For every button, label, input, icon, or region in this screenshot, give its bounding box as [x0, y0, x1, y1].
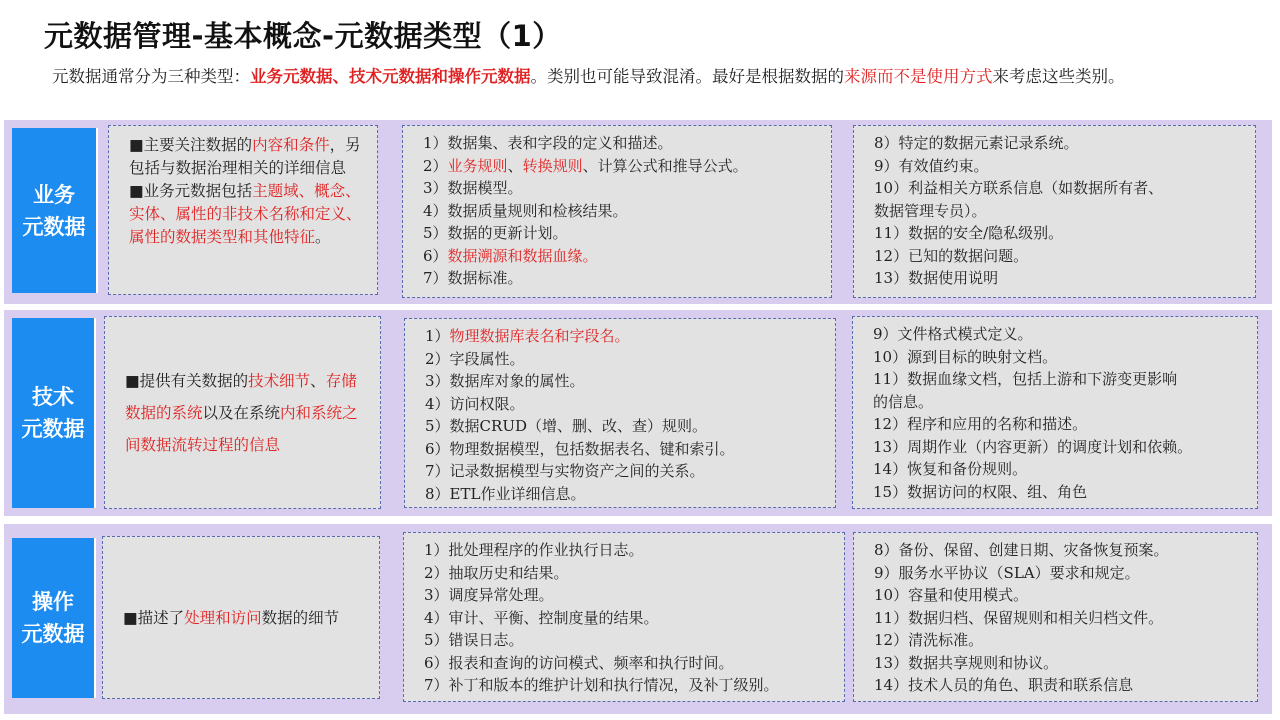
list-item: 7）补丁和版本的维护计划和执行情况，及补丁级别。	[424, 676, 779, 694]
intro-text: 来考虑这些类别。	[992, 67, 1125, 86]
business-metadata-label: 业务 元数据	[12, 128, 98, 293]
list-item: 13）周期作业（内容更新）的调度计划和依赖。	[873, 437, 1193, 456]
list-item: 2）抽取历史和结果。	[424, 563, 569, 582]
intro-text: 元数据通常分为三种类型：	[52, 67, 250, 86]
list-item: 3）数据库对象的属性。	[425, 372, 585, 390]
operational-metadata-list-2	[853, 532, 1258, 702]
list-item: 5）数据的更新计划。	[423, 224, 568, 242]
list-item: 6）物理数据模型，包括数据表名、键和索引。	[425, 439, 735, 458]
list-item: 14）恢复和备份规则。	[873, 460, 1028, 478]
technical-metadata-description: ■提供有关数据的技术细节、存储数据的系统以及在系统内和系统之间数据流转过程的信息	[104, 316, 381, 509]
operational-metadata-list-1	[403, 532, 845, 702]
list-item: 2）业务规则、转换规则、计算公式和推导公式。	[423, 156, 748, 175]
list-item: 的信息。	[873, 392, 934, 411]
list-item: 8）特定的数据元素记录系统。	[874, 134, 1079, 152]
list-item: 4）访问权限。	[425, 394, 525, 413]
list-item: 13）数据共享规则和协议。	[874, 653, 1059, 672]
list-item: 2）字段属性。	[425, 349, 525, 368]
intro-highlight-types: 业务元数据、技术元数据和操作元数据	[250, 67, 531, 86]
list-item: 11）数据归档、保留规则和相关归档文件。	[874, 608, 1164, 627]
list-item: 10）利益相关方联系信息（如数据所有者、	[874, 179, 1164, 197]
list-item: 12）已知的数据问题。	[874, 246, 1029, 265]
list-item: 3）调度异常处理。	[424, 586, 554, 604]
list-item: 7）记录数据模型与实物资产之间的关系。	[425, 462, 705, 480]
list-item: 7）数据标准。	[423, 269, 523, 287]
technical-metadata-list-1	[404, 318, 836, 508]
list-item: 12）清洗标准。	[874, 631, 984, 649]
business-metadata-description: ■主要关注数据的内容和条件，另包括与数据治理相关的详细信息 ■业务元数据包括主题域、概念、实体、属性的非技术名称和定义、属性的数据类型和其他特征。	[108, 125, 378, 295]
operational-metadata-description: ■描述了处理和访问数据的细节	[102, 536, 380, 699]
list-item: 5）数据CRUD（增、删、改、查）规则。	[425, 417, 707, 435]
list-item: 14）技术人员的角色、职责和联系信息	[874, 676, 1134, 694]
intro-highlight-source: 来源而不是使用方式	[844, 67, 993, 86]
list-item: 1）物理数据库表名和字段名。	[425, 327, 630, 345]
list-item: 11）数据血缘文档，包括上游和下游变更影响	[873, 370, 1178, 388]
list-item: 10）容量和使用模式。	[874, 586, 1029, 604]
list-item: 5）错误日志。	[424, 631, 524, 649]
list-item: 9）服务水平协议（SLA）要求和规定。	[874, 563, 1140, 582]
intro-paragraph	[52, 63, 1242, 90]
page-title: 元数据管理-基本概念-元数据类型（1）	[44, 19, 562, 53]
business-metadata-list-1	[402, 125, 832, 298]
list-item: 4）审计、平衡、控制度量的结果。	[424, 608, 659, 627]
list-item: 4）数据质量规则和检核结果。	[423, 201, 628, 220]
list-item: 9）文件格式模式定义。	[873, 325, 1033, 343]
list-item: 11）数据的安全/隐私级别。	[874, 224, 1064, 242]
list-item: 15）数据访问的权限、组、角色	[873, 482, 1088, 501]
list-item: 1）批处理程序的作业执行日志。	[424, 541, 644, 559]
business-metadata-list-2	[853, 125, 1256, 298]
operational-metadata-label: 操作 元数据	[12, 538, 96, 698]
intro-text: 。类别也可能导致混淆。最好是根据数据的	[530, 67, 844, 86]
list-item: 数据管理专员）。	[874, 201, 987, 220]
technical-metadata-list-2	[852, 316, 1258, 509]
list-item: 9）有效值约束。	[874, 156, 989, 175]
list-item: 6）报表和查询的访问模式、频率和执行时间。	[424, 653, 734, 672]
list-item: 3）数据模型。	[423, 179, 523, 197]
list-item: 8）ETL作业详细信息。	[425, 484, 586, 503]
list-item: 10）源到目标的映射文档。	[873, 347, 1058, 366]
list-item: 6）数据溯源和数据血缘。	[423, 246, 598, 265]
list-item: 1）数据集、表和字段的定义和描述。	[423, 134, 673, 152]
list-item: 12）程序和应用的名称和描述。	[873, 415, 1088, 433]
technical-metadata-label: 技术 元数据	[12, 318, 96, 508]
list-item: 13）数据使用说明	[874, 269, 999, 287]
list-item: 8）备份、保留、创建日期、灾备恢复预案。	[874, 541, 1169, 559]
